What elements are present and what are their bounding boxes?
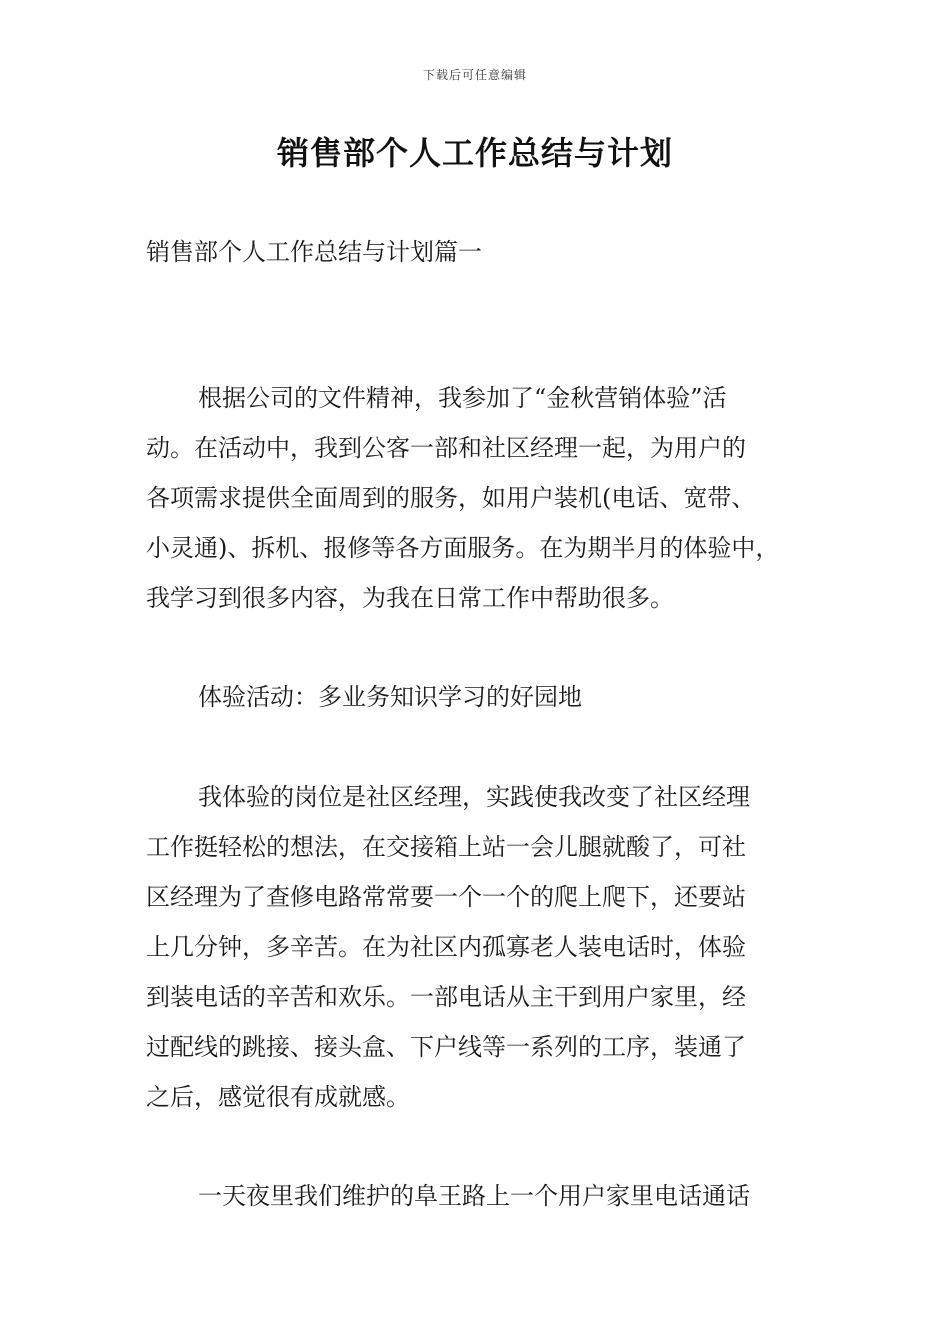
paragraph-line: 我学习到很多内容，为我在日常工作中帮助很多。: [146, 584, 674, 612]
paragraph-line: 体验活动：多业务知识学习的好园地: [198, 683, 582, 711]
document-subtitle: 销售部个人工作总结与计划篇一: [146, 238, 482, 266]
paragraph-line: 我体验的岗位是社区经理，实践使我改变了社区经理: [198, 783, 750, 811]
paragraph-line: 区经理为了查修电路常常要一个一个的爬上爬下，还要站: [146, 883, 746, 911]
paragraph-3: [146, 772, 816, 1122]
paragraph-line: 小灵通)、拆机、报修等各方面服务。在为期半月的体验中，: [146, 534, 780, 562]
paragraph-line: 动。在活动中，我到公客一部和社区经理一起，为用户的: [146, 434, 746, 462]
paragraph-2-heading: [146, 672, 816, 722]
document-title: 销售部个人工作总结与计划: [276, 134, 673, 172]
paragraph-line: 之后，感觉很有成就感。: [146, 1083, 410, 1111]
paragraph-line: 一天夜里我们维护的阜王路上一个用户家里电话通话: [198, 1182, 750, 1210]
header-note: 下载后可任意编辑: [422, 68, 527, 82]
paragraph-line: 到装电话的辛苦和欢乐。一部电话从主干到用户家里，经: [146, 983, 746, 1011]
paragraph-4: [146, 1171, 816, 1221]
paragraph-line: 各项需求提供全面周到的服务，如用户装机(电话、宽带、: [146, 484, 756, 512]
paragraph-line: 根据公司的文件精神，我参加了“金秋营销体验”活: [198, 384, 727, 412]
paragraph-1: [146, 373, 816, 623]
paragraph-line: 上几分钟，多辛苦。在为社区内孤寡老人装电话时，体验: [146, 933, 746, 961]
paragraph-line: 过配线的跳接、接头盒、下户线等一系列的工序，装通了: [146, 1033, 746, 1061]
paragraph-line: 工作挺轻松的想法，在交接箱上站一会儿腿就酸了，可社: [146, 833, 746, 861]
